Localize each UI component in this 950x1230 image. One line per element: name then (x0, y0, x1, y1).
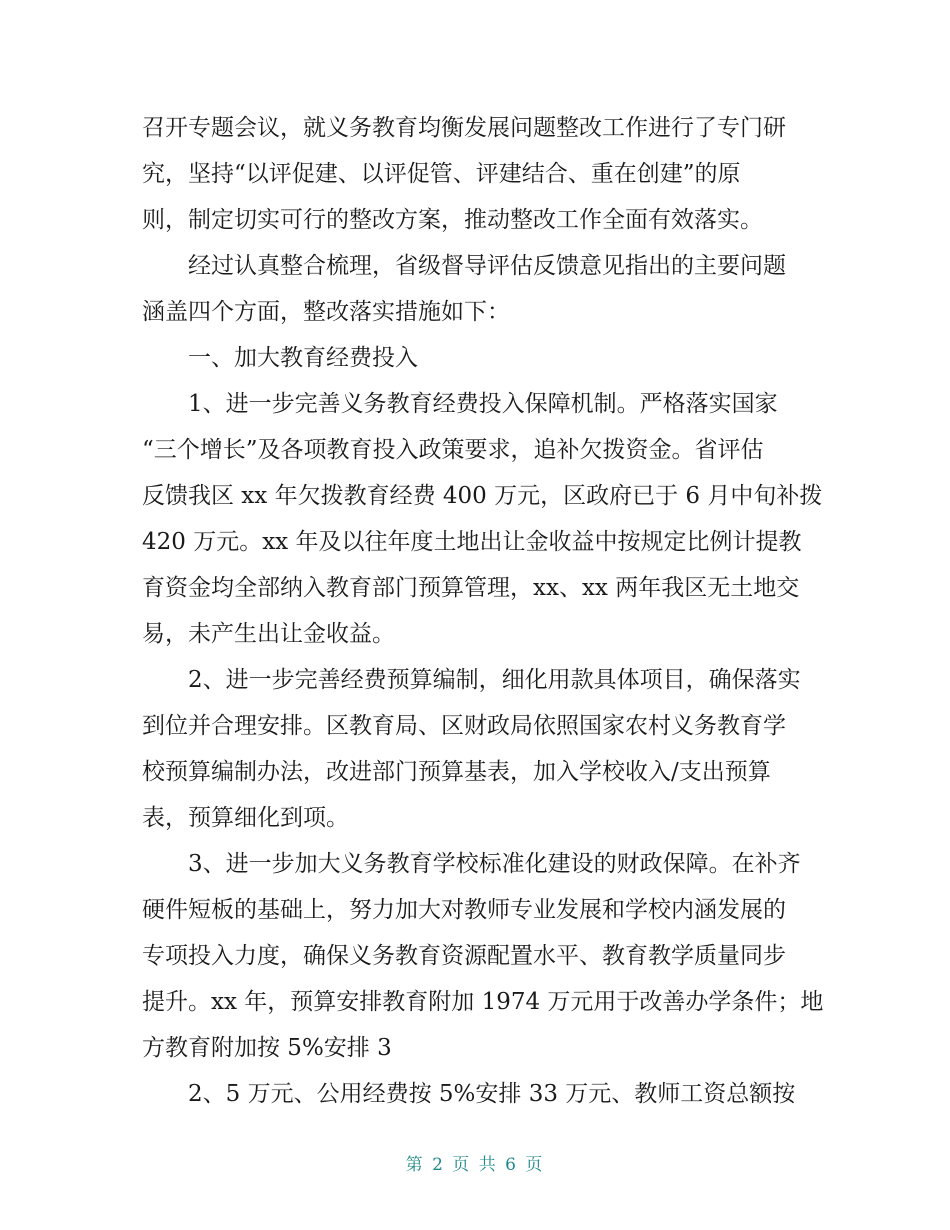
text-line: 表，预算细化到项。 (142, 805, 349, 831)
paragraph (142, 105, 822, 243)
text-line: 经过认真整合梳理，省级督导评估反馈意见指出的主要问题 (188, 253, 786, 279)
paragraph (142, 335, 822, 381)
paragraph (142, 841, 822, 1071)
text-line: 2、进一步完善经费预算编制，细化用款具体项目，确保落实 (188, 667, 801, 693)
text-line: 一、加大教育经费投入 (188, 345, 418, 371)
text-line: 方教育附加按 5%安排 3 (142, 1035, 392, 1061)
page-number-label: 第 2 页 共 6 页 (405, 1155, 545, 1175)
paragraph (142, 243, 822, 335)
paragraph (142, 1071, 822, 1117)
text-line: 召开专题会议，就义务教育均衡发展问题整改工作进行了专门研 (142, 115, 786, 141)
text-line: 1、进一步完善义务教育经费投入保障机制。严格落实国家 (188, 391, 778, 417)
text-line: 校预算编制办法，改进部门预算基表，加入学校收入/支出预算 (142, 759, 771, 785)
text-line: 涵盖四个方面，整改落实措施如下： (142, 299, 510, 325)
document-body (142, 105, 822, 1117)
text-line: 究，坚持“以评促建、以评促管、评建结合、重在创建”的原 (142, 161, 741, 187)
text-line: 420 万元。xx 年及以往年度土地出让金收益中按规定比例计提教 (142, 529, 802, 555)
text-line: 提升。xx 年，预算安排教育附加 1974 万元用于改善办学条件；地 (142, 989, 824, 1015)
text-line: 育资金均全部纳入教育部门预算管理，xx、xx 两年我区无土地交 (142, 575, 800, 601)
text-line: 专项投入力度，确保义务教育资源配置水平、教育教学质量同步 (142, 943, 786, 969)
text-line: 3、进一步加大义务教育学校标准化建设的财政保障。在补齐 (188, 851, 801, 877)
text-line: “三个增长”及各项教育投入政策要求，追补欠拨资金。省评估 (142, 437, 764, 463)
page-footer (0, 1150, 950, 1175)
text-line: 易，未产生出让金收益。 (142, 621, 395, 647)
paragraph (142, 657, 822, 841)
paragraph (142, 381, 822, 657)
text-line: 硬件短板的基础上，努力加大对教师专业发展和学校内涵发展的 (142, 897, 786, 923)
text-line: 则，制定切实可行的整改方案，推动整改工作全面有效落实。 (142, 207, 763, 233)
text-line: 反馈我区 xx 年欠拨教育经费 400 万元，区政府已于 6 月中旬补拨 (142, 483, 823, 509)
text-line: 2、5 万元、公用经费按 5%安排 33 万元、教师工资总额按 (188, 1081, 796, 1107)
text-line: 到位并合理安排。区教育局、区财政局依照国家农村义务教育学 (142, 713, 786, 739)
